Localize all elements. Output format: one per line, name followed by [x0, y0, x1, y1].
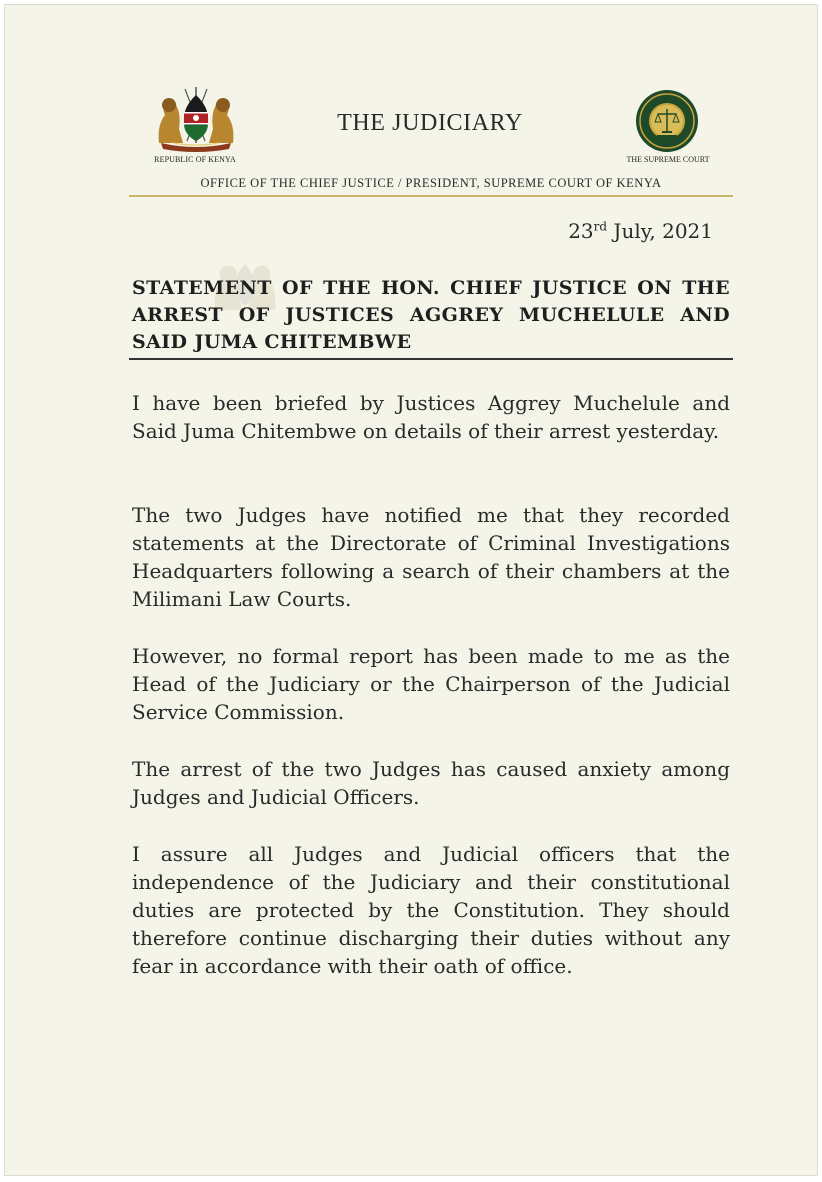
supreme-court-seal-icon	[635, 89, 699, 153]
organization-name: THE JUDICIARY	[337, 110, 523, 136]
date-suffix: rd	[593, 219, 608, 234]
heading-underline	[129, 358, 733, 360]
seal-caption: THE SUPREME COURT	[626, 155, 710, 164]
office-line: OFFICE OF THE CHIEF JUSTICE / PRESIDENT, SUPREME COURT OF KENYA	[200, 176, 662, 190]
statement-heading: STATEMENT OF THE HON. CHIEF JUSTICE ON THE ARREST OF JUSTICES AGGREY MUCHELULE AND SAID JUMA CHITEMBWE	[132, 277, 730, 353]
document-page	[4, 4, 818, 1176]
date-day: 23	[568, 219, 594, 243]
paragraph-briefing: I have been briefed by Justices Aggrey Muchelule and Said Juma Chitembwe on details of their arrest yesterday.	[132, 391, 730, 443]
paragraph-statements-recorded: The two Judges have notified me that they recorded statements at the Directorate of Criminal Investigations Headquarters following a search of their chambers at the Milimani Law Courts.	[132, 503, 730, 611]
date-rest: July, 2021	[607, 219, 713, 243]
paragraph-anxiety: The arrest of the two Judges has caused anxiety among Judges and Judicial Officers.	[132, 757, 730, 809]
paragraph-no-formal-report: However, no formal report has been made to me as the Head of the Judiciary or the Chairperson of the Judicial Service Commission.	[132, 644, 730, 724]
letterhead-divider	[129, 195, 733, 197]
statement-date	[568, 219, 713, 243]
kenya-coat-of-arms-icon	[153, 85, 239, 153]
paragraph-assurance: I assure all Judges and Judicial officers that the independence of the Judiciary and their constitutional duties are protected by the Constitution. They should therefore continue discharging their duties without any fear in accordance with their oath of office.	[132, 842, 730, 978]
crest-caption: REPUBLIC OF KENYA	[154, 155, 236, 164]
